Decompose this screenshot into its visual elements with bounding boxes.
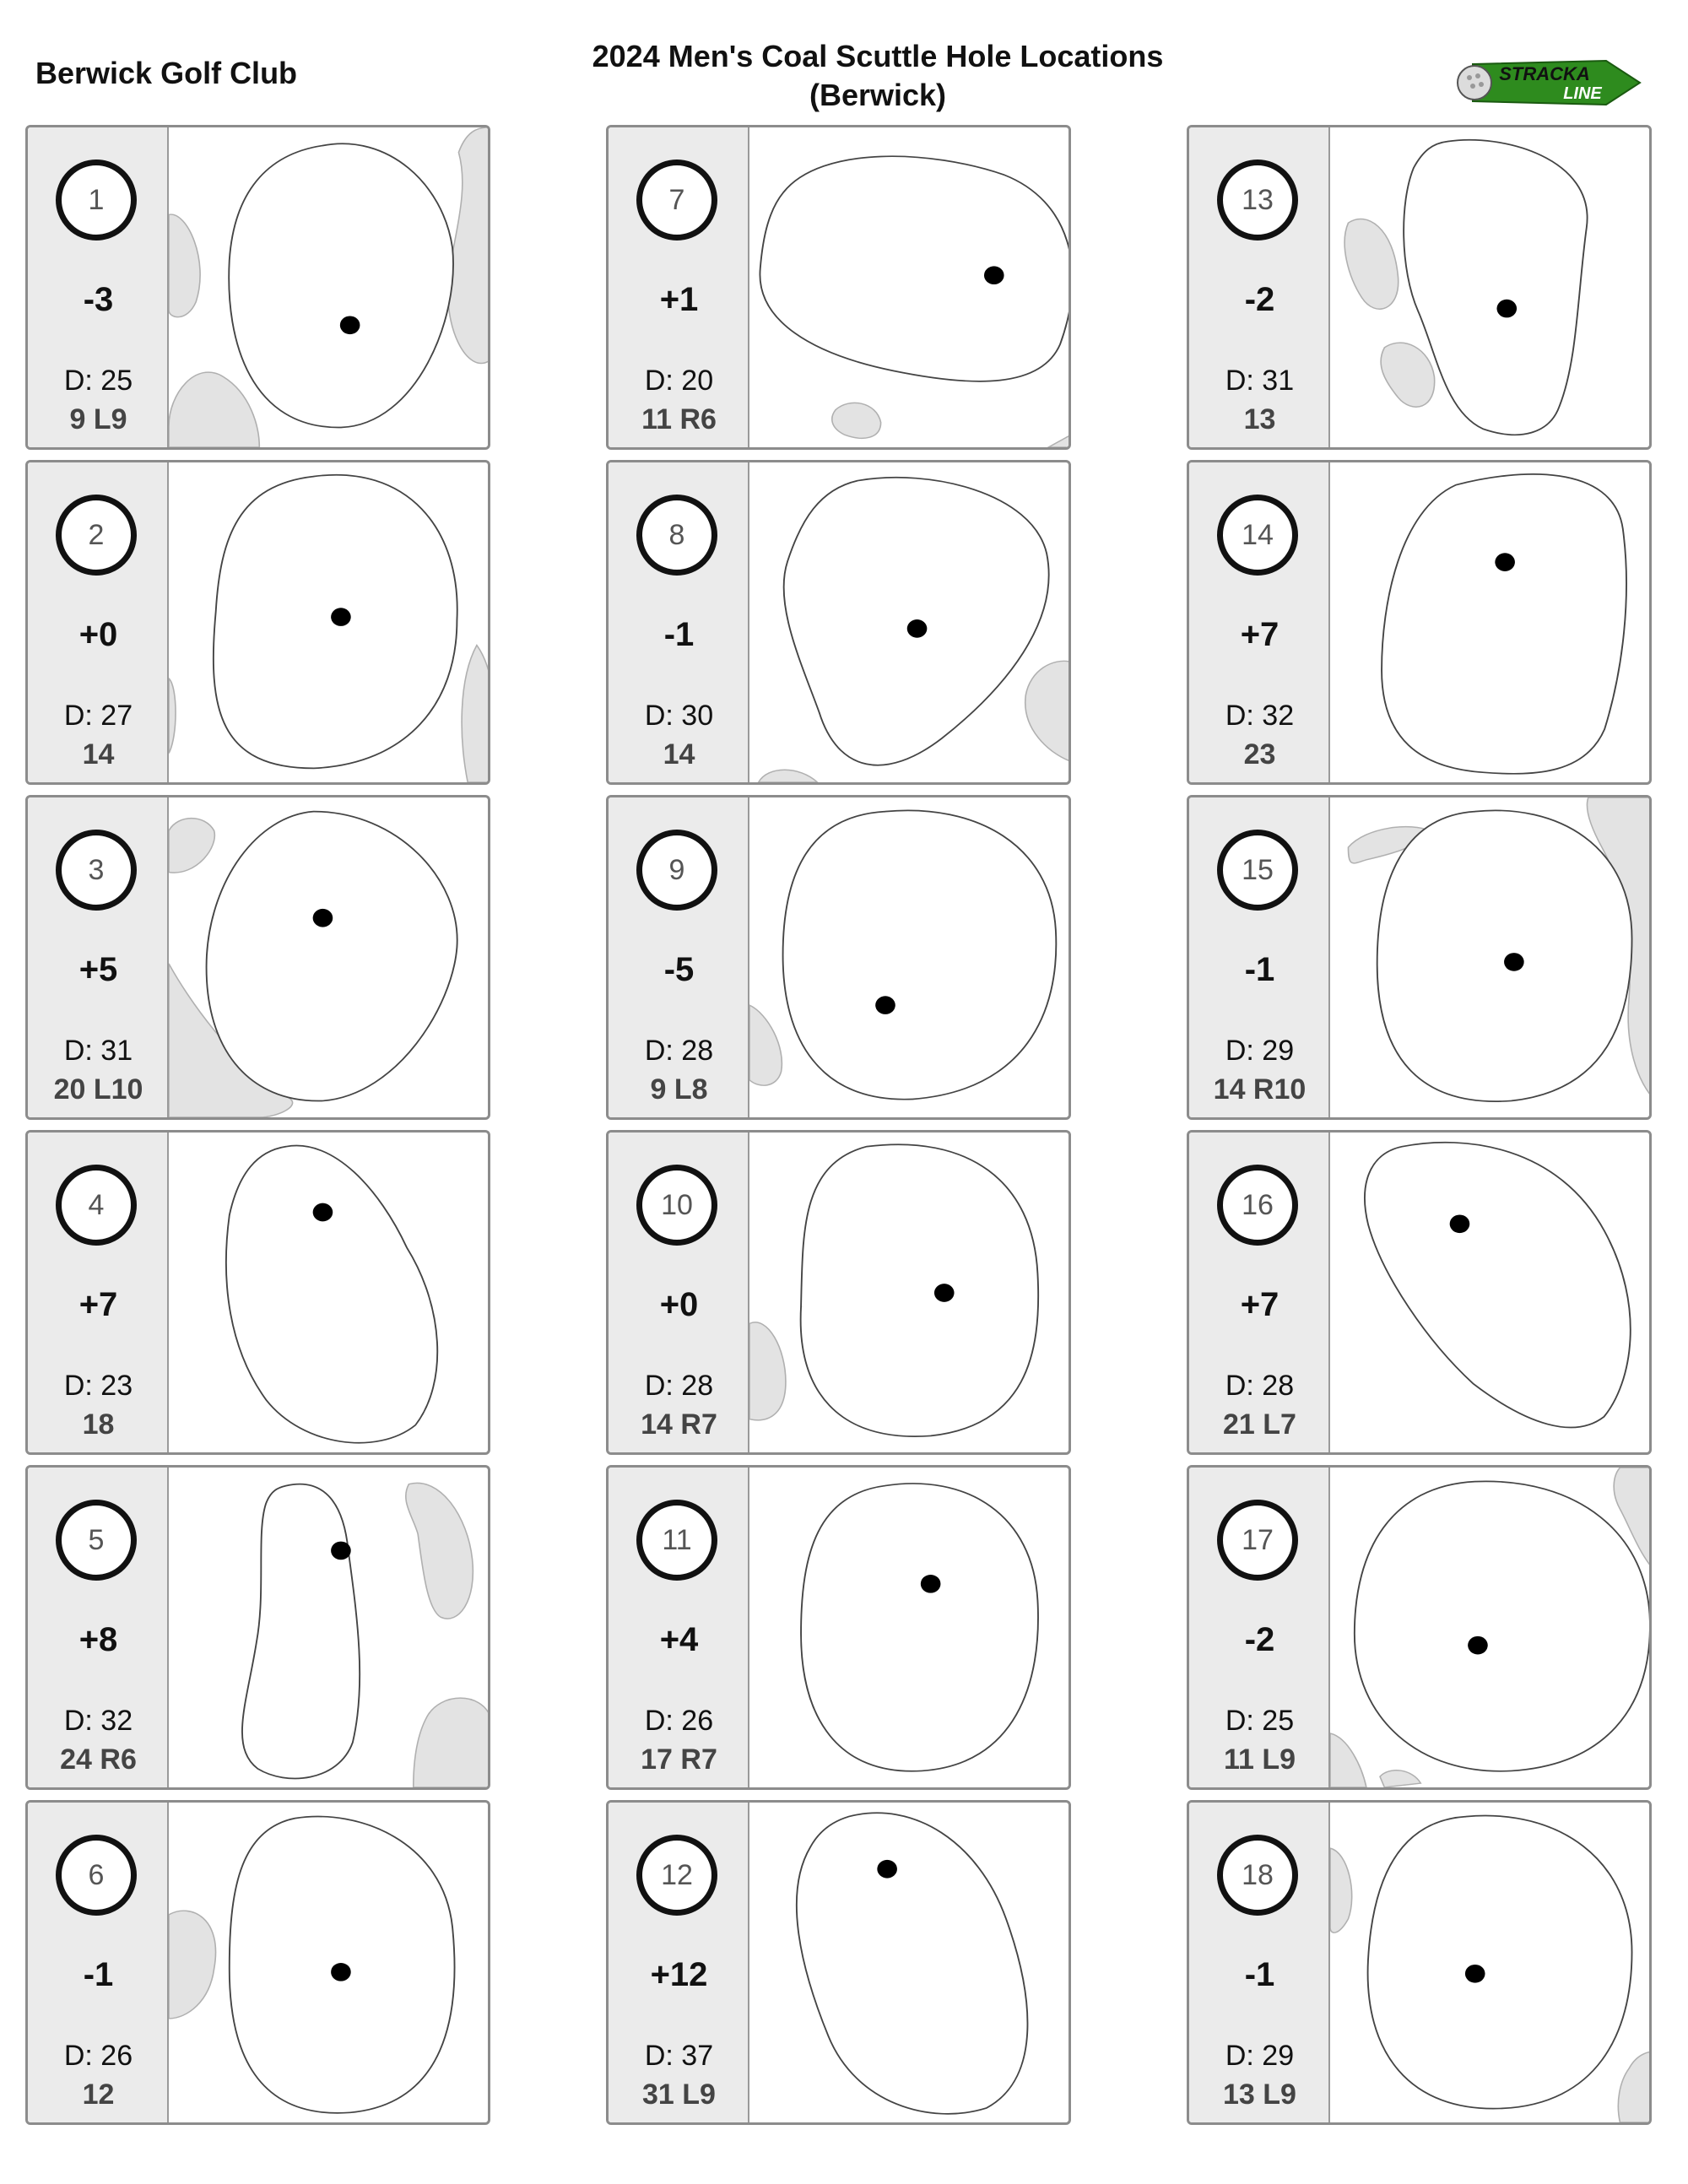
pin-location: 11 R6: [641, 403, 717, 435]
hole-card-4: [25, 1130, 490, 1455]
green-depth: D: 32: [1225, 700, 1295, 732]
hole-info-panel: [609, 1468, 749, 1787]
pin-marker: [1468, 1636, 1488, 1655]
bunker-hazard: [1330, 1733, 1366, 1787]
green-diagram: [1330, 1133, 1652, 1452]
hole-relative-position: -5: [663, 951, 695, 988]
hole-number: 18: [1217, 1835, 1298, 1916]
bunker-hazard: [406, 1483, 473, 1619]
pin-marker: [1495, 553, 1515, 571]
green-diagram: [169, 462, 490, 782]
bunker-hazard: [832, 403, 881, 438]
green-depth: D: 27: [63, 700, 133, 732]
hole-relative-position: -2: [1244, 1621, 1275, 1658]
hole-card-8: [606, 460, 1071, 785]
pin-marker: [984, 266, 1004, 284]
green-depth: D: 28: [1225, 1370, 1295, 1402]
hole-number: 7: [636, 159, 717, 241]
bunker-hazard: [1330, 1848, 1352, 1933]
hole-info-panel: [609, 797, 749, 1117]
hole-info-panel: [609, 462, 749, 782]
pin-location: 13: [1243, 403, 1276, 435]
pin-location: 24 R6: [60, 1743, 137, 1776]
hole-info-panel: [1189, 127, 1330, 447]
hole-info-panel: [28, 1133, 169, 1452]
hole-card-6: [25, 1800, 490, 2125]
bunker-hazard: [1381, 343, 1435, 407]
hole-relative-position: -1: [1244, 951, 1275, 988]
green-diagram: [169, 1468, 490, 1787]
pin-marker: [340, 316, 360, 334]
bunker-hazard: [462, 646, 490, 782]
hole-relative-position: +7: [78, 1286, 118, 1323]
hole-card-9: [606, 795, 1071, 1120]
green-depth: D: 25: [1225, 1705, 1295, 1737]
hole-card-17: [1187, 1465, 1652, 1790]
pin-location: 14: [663, 738, 695, 770]
green-diagram: [169, 797, 490, 1117]
green-diagram: [749, 1803, 1071, 2122]
pin-marker: [331, 608, 351, 626]
green-depth: D: 37: [644, 2040, 714, 2072]
hole-relative-position: +7: [1240, 1286, 1280, 1323]
hole-number: 4: [56, 1165, 137, 1246]
hole-number: 5: [56, 1500, 137, 1581]
green-depth: D: 23: [63, 1370, 133, 1402]
hole-card-16: [1187, 1130, 1652, 1455]
hole-card-13: [1187, 125, 1652, 450]
hole-info-panel: [28, 127, 169, 447]
bunker-hazard: [749, 1005, 782, 1085]
bunker-hazard: [169, 214, 200, 317]
pin-marker: [1496, 300, 1517, 318]
hole-relative-position: -1: [83, 1956, 114, 1993]
pin-marker: [331, 1542, 351, 1560]
bunker-hazard: [1025, 661, 1071, 761]
hole-number: 3: [56, 830, 137, 911]
hole-card-3: [25, 795, 490, 1120]
bunker-hazard: [448, 127, 490, 363]
hole-number: 17: [1217, 1500, 1298, 1581]
pin-marker: [331, 1963, 351, 1981]
hole-relative-position: +12: [650, 1956, 708, 1993]
bunker-hazard: [1380, 1770, 1420, 1787]
hole-card-7: [606, 125, 1071, 450]
bunker-hazard: [759, 770, 818, 782]
green-depth: D: 28: [644, 1035, 714, 1067]
pin-marker: [934, 1284, 955, 1302]
hole-card-5: [25, 1465, 490, 1790]
green-depth: D: 32: [63, 1705, 133, 1737]
pin-marker: [877, 1860, 897, 1879]
pin-location: 9 L9: [69, 403, 127, 435]
pin-location: 14 R7: [641, 1408, 717, 1441]
hole-number: 13: [1217, 159, 1298, 241]
bunker-hazard: [169, 819, 214, 873]
green-diagram: [1330, 797, 1652, 1117]
green-diagram: [169, 1133, 490, 1452]
pin-marker: [875, 996, 895, 1014]
pin-marker: [1465, 1965, 1485, 1983]
hole-relative-position: -1: [663, 616, 695, 653]
green-diagram: [169, 127, 490, 447]
hole-number: 15: [1217, 830, 1298, 911]
hole-number: 14: [1217, 495, 1298, 576]
green-depth: D: 28: [644, 1370, 714, 1402]
pin-location: 17 R7: [641, 1743, 717, 1776]
hole-info-panel: [28, 1803, 169, 2122]
hole-info-panel: [1189, 797, 1330, 1117]
hole-card-12: [606, 1800, 1071, 2125]
green-diagram: [749, 1468, 1071, 1787]
pin-location: 9 L8: [650, 1073, 708, 1106]
pin-location: 21 L7: [1223, 1408, 1296, 1441]
green-depth: D: 31: [63, 1035, 133, 1067]
pin-location: 18: [82, 1408, 115, 1441]
pin-marker: [313, 909, 333, 927]
hole-number: 16: [1217, 1165, 1298, 1246]
hole-info-panel: [609, 1803, 749, 2122]
pin-location: 20 L10: [53, 1073, 143, 1106]
pin-location: 13 L9: [1223, 2079, 1296, 2111]
pin-location: 31 L9: [642, 2079, 716, 2111]
pin-marker: [907, 619, 928, 638]
green-diagram: [169, 1803, 490, 2122]
green-diagram: [749, 462, 1071, 782]
bunker-hazard: [169, 1911, 216, 2019]
pin-marker: [313, 1203, 333, 1222]
title-line-1: 2024 Men's Coal Scuttle Hole Locations: [592, 39, 1164, 73]
green-depth: D: 29: [1225, 1035, 1295, 1067]
bunker-hazard: [749, 1322, 786, 1420]
hole-relative-position: +4: [659, 1621, 699, 1658]
green-diagram: [749, 127, 1071, 447]
hole-info-panel: [609, 1133, 749, 1452]
hole-info-panel: [1189, 462, 1330, 782]
title-line-2: (Berwick): [809, 78, 947, 112]
hole-relative-position: -1: [1244, 1956, 1275, 1993]
hole-number: 12: [636, 1835, 717, 1916]
hole-card-18: [1187, 1800, 1652, 2125]
svg-text:LINE: LINE: [1563, 84, 1602, 103]
pin-location: 23: [1243, 738, 1276, 770]
green-depth: D: 26: [63, 2040, 133, 2072]
bunker-hazard: [414, 1698, 490, 1787]
club-name: Berwick Golf Club: [35, 56, 298, 90]
hole-info-panel: [609, 127, 749, 447]
hole-relative-position: +7: [1240, 616, 1280, 653]
hole-number: 11: [636, 1500, 717, 1581]
hole-info-panel: [1189, 1468, 1330, 1787]
green-diagram: [1330, 127, 1652, 447]
bunker-hazard: [169, 372, 259, 447]
hole-card-2: [25, 460, 490, 785]
bunker-hazard: [169, 678, 176, 754]
hole-info-panel: [28, 462, 169, 782]
hole-card-15: [1187, 795, 1652, 1120]
hole-relative-position: +1: [659, 281, 699, 318]
pin-marker: [921, 1575, 941, 1593]
green-depth: D: 25: [63, 365, 133, 397]
bunker-hazard: [1344, 219, 1399, 310]
hole-number: 10: [636, 1165, 717, 1246]
green-diagram: [749, 1133, 1071, 1452]
hole-card-14: [1187, 460, 1652, 785]
bunker-hazard: [1048, 435, 1071, 447]
green-diagram: [1330, 1468, 1652, 1787]
svg-text:STRACKA: STRACKA: [1499, 63, 1590, 84]
stracka-line-logo: [1456, 52, 1642, 111]
hole-info-panel: [1189, 1803, 1330, 2122]
hole-card-10: [606, 1130, 1071, 1455]
pin-location: 12: [82, 2079, 115, 2111]
hole-info-panel: [28, 1468, 169, 1787]
hole-relative-position: +5: [78, 951, 118, 988]
green-diagram: [1330, 1803, 1652, 2122]
hole-info-panel: [1189, 1133, 1330, 1452]
hole-relative-position: -2: [1244, 281, 1275, 318]
green-depth: D: 26: [644, 1705, 714, 1737]
hole-info-panel: [28, 797, 169, 1117]
hole-relative-position: +0: [78, 616, 118, 653]
hole-relative-position: +0: [659, 1286, 699, 1323]
green-depth: D: 20: [644, 365, 714, 397]
page-title: [540, 37, 1215, 115]
hole-number: 9: [636, 830, 717, 911]
hole-card-1: [25, 125, 490, 450]
bunker-hazard: [1618, 2052, 1652, 2122]
green-diagram: [749, 797, 1071, 1117]
pin-location: 14: [82, 738, 115, 770]
hole-number: 2: [56, 495, 137, 576]
hole-relative-position: +8: [78, 1621, 118, 1658]
pin-location: 14 R10: [1213, 1073, 1307, 1106]
green-depth: D: 29: [1225, 2040, 1295, 2072]
hole-card-11: [606, 1465, 1071, 1790]
green-depth: D: 30: [644, 700, 714, 732]
hole-number: 1: [56, 159, 137, 241]
green-depth: D: 31: [1225, 365, 1295, 397]
green-diagram: [1330, 462, 1652, 782]
hole-number: 8: [636, 495, 717, 576]
pin-marker: [1450, 1214, 1470, 1233]
pin-marker: [1504, 953, 1524, 971]
pin-location: 11 L9: [1223, 1743, 1296, 1776]
hole-relative-position: -3: [83, 281, 114, 318]
hole-number: 6: [56, 1835, 137, 1916]
